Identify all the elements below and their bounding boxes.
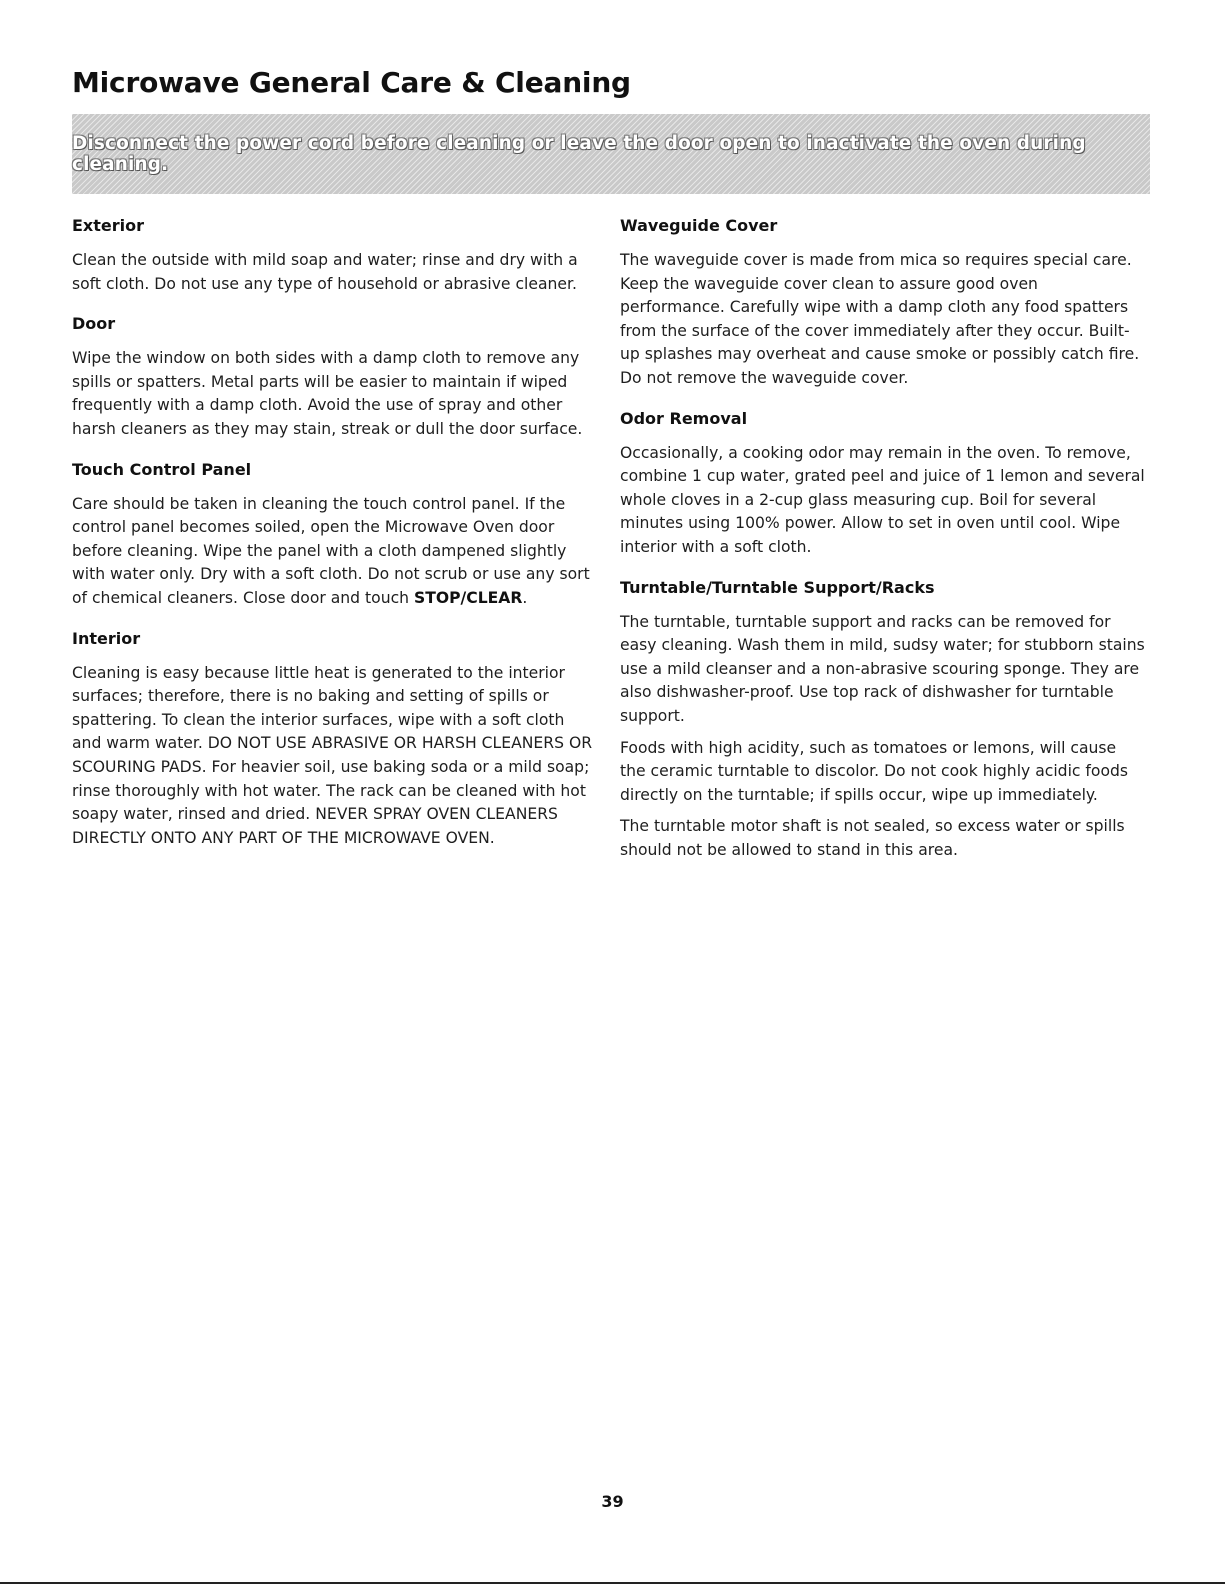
section-heading-turntable: Turntable/Turntable Support/Racks (620, 577, 935, 597)
page-number: 39 (601, 1492, 624, 1511)
section-text-interior: Cleaning is easy because little heat is generated to the interior surfaces; therefore, there is no baking and setting of spills or spattering. To clean the interior surfaces, wipe with a soft cloth and warm water. DO NOT USE ABRASIVE OR HARSH CLEANERS OR SCOURING PADS. For heavier soil, use baking soda or a mild soap; rinse thoroughly with hot water. The rack can be cleaned with hot soapy water, rinsed and dried. NEVER SPRAY OVEN CLEANERS DIRECTLY ONTO ANY PART OF THE MICROWAVE OVEN. (72, 663, 593, 847)
section-turntable (620, 576, 1145, 863)
stop-clear-key-label: STOP/CLEAR (414, 588, 523, 607)
page-title: Microwave General Care & Cleaning (72, 66, 631, 99)
section-waveguide-cover (620, 214, 1145, 391)
section-text-odor-removal: Occasionally, a cooking odor may remain in the oven. To remove, combine 1 cup water, grated peel and juice of 1 lemon and several whole cloves in a 2-cup glass measuring cup. Boil for several minutes using 100% power. Allow to set in oven until cool. Wipe interior with a soft cloth. (620, 443, 1145, 556)
right-column (620, 214, 1145, 878)
section-odor-removal (620, 407, 1145, 560)
warning-banner (72, 114, 1150, 194)
left-column (72, 214, 597, 866)
section-text-turntable-motor-shaft: The turntable motor shaft is not sealed, so excess water or spills should not be allowed to stand in this area. (620, 817, 1125, 859)
section-text-waveguide-cover: The waveguide cover is made from mica so requires special care. Keep the waveguide cover clean to assure good oven performance. Carefully wipe with a damp cloth any food spatters from the surface of the cover immediately after they occur. Built-up splashes may overheat and cause smoke or possibly catch fire. Do not remove the waveguide cover. (620, 251, 1140, 387)
section-text-door: Wipe the window on both sides with a damp cloth to remove any spills or spatters. Metal parts will be easier to maintain if wiped frequently with a damp cloth. Avoid the use of spray and other harsh cleaners as they may stain, streak or dull the door surface. (72, 349, 583, 438)
section-exterior (72, 214, 597, 296)
section-text-turntable-acidity: Foods with high acidity, such as tomatoes or lemons, will cause the ceramic turntable to discolor. Do not cook highly acidic foods directly on the turntable; if spills occur, wipe up immediately. (620, 738, 1129, 804)
warning-text: Disconnect the power cord before cleaning or leave the door open to inactivate the oven during cleaning. (72, 133, 1086, 175)
section-touch-control-panel (72, 458, 597, 611)
touch-panel-instructions: Care should be taken in cleaning the touch control panel. If the control panel becomes soiled, open the Microwave Oven door before cleaning. Wipe the panel with a cloth dampened slightly with water only. Dry with a soft cloth. Do not scrub or use any sort of chemical cleaners. Close door and touch (72, 494, 590, 607)
bottom-rule (0, 1582, 1225, 1584)
section-text-exterior: Clean the outside with mild soap and water; rinse and dry with a soft cloth. Do not use any type of household or abrasive cleaner. (72, 251, 578, 293)
section-heading-odor-removal: Odor Removal (620, 408, 748, 428)
section-text-turntable-cleaning: The turntable, turntable support and racks can be removed for easy cleaning. Wash them in mild, sudsy water; for stubborn stains use a mild cleanser and a non-abrasive scouring sponge. They are also dishwasher-proof. Use top rack of dishwasher for turntable support. (620, 612, 1145, 725)
section-heading-exterior: Exterior (72, 216, 145, 235)
section-door (72, 312, 597, 441)
section-text-touch-control-panel (72, 493, 597, 611)
section-heading-door: Door (72, 314, 116, 334)
section-interior (72, 627, 597, 851)
section-heading-waveguide-cover: Waveguide Cover (620, 216, 778, 235)
section-heading-interior: Interior (72, 628, 141, 648)
section-heading-touch-control-panel: Touch Control Panel (72, 459, 252, 479)
touch-panel-instructions-end: . (522, 588, 528, 607)
